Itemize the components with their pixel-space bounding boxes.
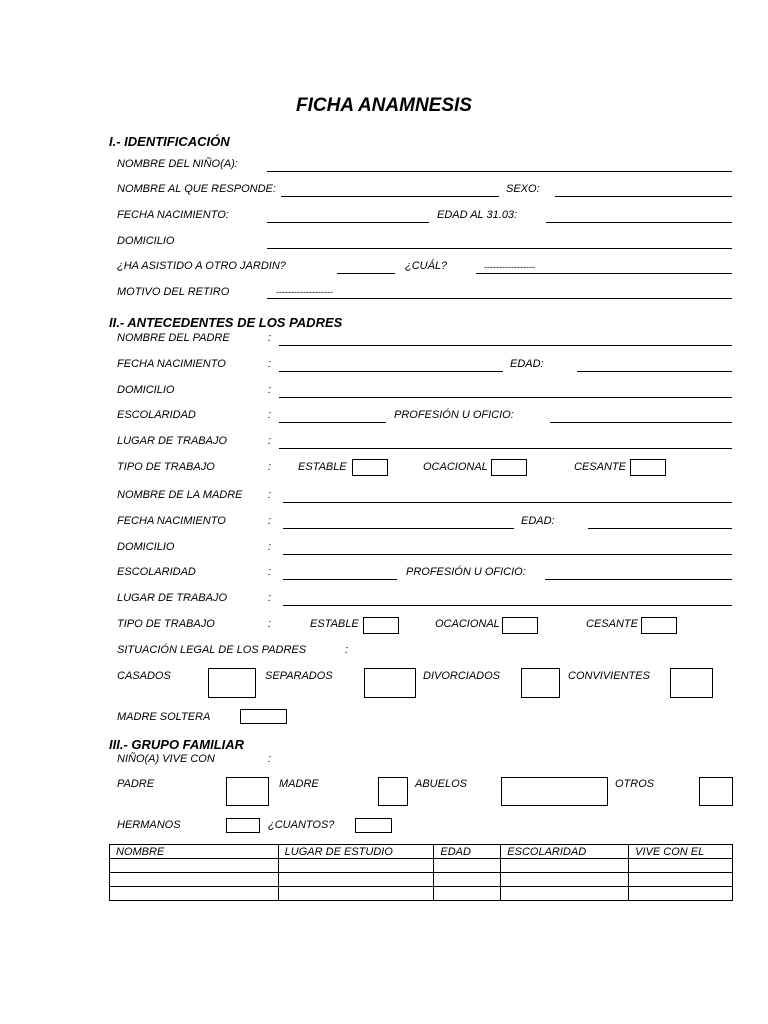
colon: : bbox=[268, 358, 272, 370]
column-header-escolaridad: ESCOLARIDAD bbox=[501, 845, 629, 859]
table-cell[interactable] bbox=[501, 887, 629, 901]
madre-estable-label: ESTABLE bbox=[310, 618, 359, 630]
domicilio-field[interactable] bbox=[267, 248, 732, 249]
madre-fecha-nacimiento-label: FECHA NACIMIENTO bbox=[117, 515, 226, 527]
vive-otros-checkbox[interactable] bbox=[699, 777, 733, 806]
table-cell[interactable] bbox=[501, 859, 629, 873]
padre-cesante-label: CESANTE bbox=[574, 461, 626, 473]
grupo-familiar-table bbox=[109, 844, 733, 901]
madre-domicilio-field[interactable] bbox=[283, 554, 732, 555]
nombre-nino-label: NOMBRE DEL NIÑO(A): bbox=[117, 158, 238, 170]
padre-lugar-trabajo-label: LUGAR DE TRABAJO bbox=[117, 435, 228, 447]
madre-ocacional-label: OCACIONAL bbox=[435, 618, 500, 630]
separados-checkbox[interactable] bbox=[364, 668, 416, 698]
cual-value: ----------------- bbox=[484, 262, 535, 272]
motivo-retiro-field[interactable] bbox=[267, 298, 732, 299]
table-cell[interactable] bbox=[278, 873, 434, 887]
motivo-retiro-label: MOTIVO DEL RETIRO bbox=[117, 286, 230, 298]
padre-escolaridad-label: ESCOLARIDAD bbox=[117, 409, 196, 421]
madre-cesante-label: CESANTE bbox=[586, 618, 638, 630]
padre-ocacional-label: OCACIONAL bbox=[423, 461, 488, 473]
nombre-padre-field[interactable] bbox=[279, 345, 732, 346]
table-row bbox=[110, 859, 733, 873]
table-cell[interactable] bbox=[278, 887, 434, 901]
table-cell[interactable] bbox=[434, 887, 501, 901]
padre-domicilio-field[interactable] bbox=[279, 397, 732, 398]
edad-al-label: EDAD AL 31.03: bbox=[437, 209, 518, 221]
motivo-retiro-value: ------------------- bbox=[276, 287, 333, 297]
table-header-row bbox=[110, 845, 733, 859]
madre-edad-label: EDAD: bbox=[521, 515, 555, 527]
colon: : bbox=[268, 515, 272, 527]
cual-field[interactable] bbox=[476, 273, 732, 274]
padre-estable-label: ESTABLE bbox=[298, 461, 347, 473]
vive-madre-checkbox[interactable] bbox=[378, 777, 408, 806]
madre-ocacional-checkbox[interactable] bbox=[502, 617, 538, 634]
vive-abuelos-checkbox[interactable] bbox=[501, 777, 608, 806]
padre-domicilio-label: DOMICILIO bbox=[117, 384, 175, 396]
madre-tipo-trabajo-label: TIPO DE TRABAJO bbox=[117, 618, 215, 630]
table-cell[interactable] bbox=[434, 859, 501, 873]
colon: : bbox=[268, 618, 272, 630]
padre-escolaridad-field[interactable] bbox=[279, 422, 386, 423]
colon: : bbox=[268, 435, 272, 447]
vive-padre-checkbox[interactable] bbox=[226, 777, 269, 806]
divorciados-label: DIVORCIADOS bbox=[423, 670, 501, 682]
madre-soltera-checkbox[interactable] bbox=[240, 709, 287, 724]
madre-lugar-trabajo-label: LUGAR DE TRABAJO bbox=[117, 592, 228, 604]
casados-checkbox[interactable] bbox=[208, 668, 256, 698]
vive-otros-label: OTROS bbox=[615, 778, 655, 790]
table-cell[interactable] bbox=[110, 859, 279, 873]
edad-al-field[interactable] bbox=[546, 222, 732, 223]
domicilio-label: DOMICILIO bbox=[117, 235, 175, 247]
section-padres-heading: II.- ANTECEDENTES DE LOS PADRES bbox=[109, 315, 343, 330]
convivientes-label: CONVIVIENTES bbox=[568, 670, 650, 682]
padre-edad-field[interactable] bbox=[577, 371, 732, 372]
colon: : bbox=[268, 566, 272, 578]
asistido-label: ¿HA ASISTIDO A OTRO JARDIN? bbox=[117, 260, 286, 272]
section-grupo-familiar-heading: III.- GRUPO FAMILIAR bbox=[109, 737, 245, 752]
vive-madre-label: MADRE bbox=[279, 778, 319, 790]
nombre-responde-label: NOMBRE AL QUE RESPONDE: bbox=[117, 183, 276, 195]
colon: : bbox=[268, 461, 272, 473]
madre-profesion-field[interactable] bbox=[545, 579, 732, 580]
table-cell[interactable] bbox=[434, 873, 501, 887]
nombre-responde-field[interactable] bbox=[281, 196, 499, 197]
madre-cesante-checkbox[interactable] bbox=[641, 617, 677, 634]
casados-label: CASADOS bbox=[117, 670, 171, 682]
cuantos-label: ¿CUANTOS? bbox=[268, 819, 335, 831]
nombre-padre-label: NOMBRE DEL PADRE bbox=[117, 332, 230, 344]
colon: : bbox=[268, 753, 272, 765]
convivientes-checkbox[interactable] bbox=[670, 668, 713, 698]
colon: : bbox=[268, 384, 272, 396]
padre-profesion-label: PROFESIÓN U OFICIO: bbox=[394, 409, 514, 421]
padre-profesion-field[interactable] bbox=[550, 422, 732, 423]
fecha-nacimiento-field[interactable] bbox=[267, 222, 429, 223]
table-cell[interactable] bbox=[501, 873, 629, 887]
padre-ocacional-checkbox[interactable] bbox=[491, 459, 527, 476]
colon: : bbox=[345, 644, 349, 656]
fecha-nacimiento-label: FECHA NACIMIENTO: bbox=[117, 209, 229, 221]
padre-cesante-checkbox[interactable] bbox=[630, 459, 666, 476]
column-header-edad: EDAD bbox=[434, 845, 501, 859]
sexo-label: SEXO: bbox=[506, 183, 540, 195]
padre-edad-label: EDAD: bbox=[510, 358, 544, 370]
table-cell[interactable] bbox=[110, 873, 279, 887]
madre-estable-checkbox[interactable] bbox=[363, 617, 399, 634]
madre-edad-field[interactable] bbox=[588, 528, 732, 529]
padre-lugar-trabajo-field[interactable] bbox=[279, 448, 732, 449]
hermanos-checkbox[interactable] bbox=[226, 818, 260, 833]
madre-escolaridad-field[interactable] bbox=[283, 579, 397, 580]
section-identificacion-heading: I.- IDENTIFICACIÓN bbox=[109, 134, 230, 149]
padre-estable-checkbox[interactable] bbox=[352, 459, 388, 476]
separados-label: SEPARADOS bbox=[265, 670, 333, 682]
madre-domicilio-label: DOMICILIO bbox=[117, 541, 175, 553]
colon: : bbox=[268, 409, 272, 421]
cual-label: ¿CUÁL? bbox=[405, 260, 448, 272]
table-cell[interactable] bbox=[629, 859, 733, 873]
table-cell[interactable] bbox=[110, 887, 279, 901]
vive-abuelos-label: ABUELOS bbox=[415, 778, 467, 790]
vive-padre-label: PADRE bbox=[117, 778, 155, 790]
column-header-nombre: NOMBRE bbox=[110, 845, 279, 859]
madre-soltera-label: MADRE SOLTERA bbox=[117, 711, 211, 723]
nombre-madre-label: NOMBRE DE LA MADRE bbox=[117, 489, 243, 501]
cuantos-field[interactable] bbox=[355, 818, 392, 833]
vive-con-label: NIÑO(A) VIVE CON bbox=[117, 753, 215, 765]
nombre-madre-field[interactable] bbox=[283, 502, 732, 503]
table-cell[interactable] bbox=[278, 859, 434, 873]
colon: : bbox=[268, 592, 272, 604]
column-header-vive-con-el: VIVE CON EL bbox=[629, 845, 733, 859]
sexo-field[interactable] bbox=[555, 196, 732, 197]
form-title: FICHA ANAMNESIS bbox=[296, 95, 472, 116]
padre-fecha-nacimiento-label: FECHA NACIMIENTO bbox=[117, 358, 226, 370]
hermanos-label: HERMANOS bbox=[117, 819, 181, 831]
table-row bbox=[110, 873, 733, 887]
colon: : bbox=[268, 541, 272, 553]
padre-fecha-nacimiento-field[interactable] bbox=[279, 371, 503, 372]
table-cell[interactable] bbox=[629, 873, 733, 887]
madre-fecha-nacimiento-field[interactable] bbox=[283, 528, 514, 529]
asistido-field[interactable] bbox=[337, 273, 395, 274]
table-row bbox=[110, 887, 733, 901]
madre-profesion-label: PROFESIÓN U OFICIO: bbox=[406, 566, 526, 578]
divorciados-checkbox[interactable] bbox=[521, 668, 560, 698]
madre-lugar-trabajo-field[interactable] bbox=[283, 605, 732, 606]
table-cell[interactable] bbox=[629, 887, 733, 901]
colon: : bbox=[268, 332, 272, 344]
situacion-legal-label: SITUACIÓN LEGAL DE LOS PADRES bbox=[117, 644, 307, 656]
padre-tipo-trabajo-label: TIPO DE TRABAJO bbox=[117, 461, 215, 473]
nombre-nino-field[interactable] bbox=[267, 171, 732, 172]
colon: : bbox=[268, 489, 272, 501]
column-header-lugar-estudio: LUGAR DE ESTUDIO bbox=[278, 845, 434, 859]
madre-escolaridad-label: ESCOLARIDAD bbox=[117, 566, 196, 578]
